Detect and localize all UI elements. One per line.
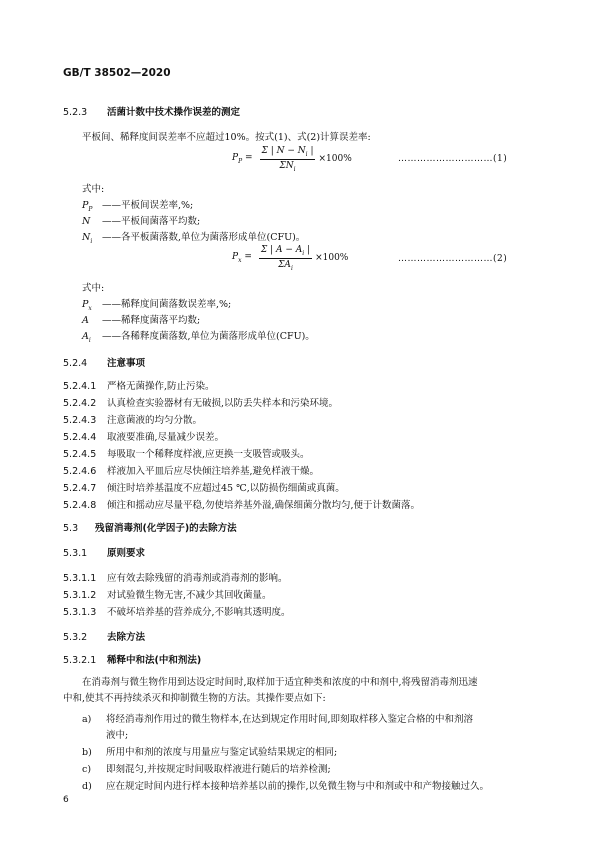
section-number: 5.2.3	[63, 107, 88, 118]
principle-item: 5.3.1.2 对试验微生物无害,不减少其回收菌量。	[63, 590, 272, 601]
variable-row: $P_P$ ——平板间误差率,%;	[82, 200, 194, 213]
document-header: GB/T 38502—2020	[63, 67, 171, 79]
variable-row: N ——平板间菌落平均数;	[82, 216, 201, 227]
section-title: 活菌计数中技术操作误差的测定	[107, 107, 241, 118]
formula-1-lhs: $P_P$ =	[232, 153, 253, 166]
variable-row: $P_x$ ——稀释度间菌落数误差率,%;	[82, 299, 232, 312]
where-label-2: 式中:	[82, 283, 105, 294]
note-item: 5.2.4.5 每吸取一个稀释度样液,应更换一支吸管或吸头。	[63, 449, 310, 460]
section-5-3-heading	[63, 520, 237, 534]
section-5-3-2-1-heading	[63, 652, 201, 666]
section-title: 残留消毒剂(化学因子)的去除方法	[95, 523, 237, 534]
note-item: 5.2.4.3 注意菌液的均匀分散。	[63, 415, 203, 426]
step-item: a) 将经消毒剂作用过的微生物样本,在达到规定作用时间,即刻取样移入鉴定合格的中和剂溶	[82, 714, 474, 725]
page-number: 6	[63, 795, 69, 805]
section-number: 5.3.2	[63, 632, 88, 643]
section-number: 5.3	[63, 523, 79, 534]
variable-row: A ——稀释度菌落平均数;	[82, 315, 201, 326]
section-title: 注意事项	[107, 358, 146, 369]
formula-1-number: …………………………(1)	[398, 154, 508, 164]
section-5-3-2-heading	[63, 629, 145, 643]
note-item: 5.2.4.4 取液要准确,尽量减少误差。	[63, 432, 225, 443]
note-item: 5.2.4.1 严格无菌操作,防止污染。	[63, 381, 215, 392]
formula-1-denominator: $\Sigma N_i$	[279, 160, 296, 173]
formula-2-number: …………………………(2)	[398, 254, 508, 264]
formula-2-fraction	[259, 245, 312, 272]
note-item: 5.2.4.8 倾注和摇动应尽量平稳,勿使培养基外溢,确保细菌分散均匀,便于计数菌落。	[63, 500, 421, 511]
section-5-3-1-heading	[63, 545, 145, 559]
section-number: 5.3.2.1	[63, 655, 97, 666]
principle-item: 5.3.1.1 应有效去除残留的消毒剂或消毒剂的影响。	[63, 573, 288, 584]
formula-2-lhs: $P_x$ =	[232, 252, 252, 265]
note-item: 5.2.4.6 样液加入平皿后应尽快倾注培养基,避免样液干燥。	[63, 466, 320, 477]
formula-1-tail: ×100%	[318, 154, 352, 165]
step-item: d) 应在规定时间内进行样本接种培养基以前的操作,以免微生物与中和剂或中和产物接触过久。	[82, 781, 490, 792]
formula-1-fraction	[260, 146, 316, 173]
step-item-continuation: 液中;	[106, 730, 129, 741]
note-item: 5.2.4.7 倾注时培养基温度不应超过45 ℃,以防损伤细菌或真菌。	[63, 483, 345, 494]
where-label-1: 式中:	[82, 184, 105, 195]
section-5-2-3-heading	[63, 104, 240, 118]
variable-row: $N_i$ ——各平板菌落数,单位为菌落形成单位(CFU)。	[82, 232, 306, 245]
method-paragraph-line-2: 中和,使其不再持续杀灭和抑制微生物的方法。其操作要点如下:	[63, 693, 326, 704]
formula-2-numerator: Σ | $A - A_i$ |	[260, 245, 311, 257]
formula-2-denominator: $\Sigma A_i$	[278, 259, 293, 272]
step-item: c) 即刻混匀,并按规定时间吸取样液进行随后的培养检测;	[82, 764, 331, 775]
section-title: 原则要求	[107, 548, 146, 559]
step-item: b) 所用中和剂的浓度与用量应与鉴定试验结果规定的相同;	[82, 747, 338, 758]
section-number: 5.2.4	[63, 358, 88, 369]
variable-row: $A_i$ ——各稀释度菌落数,单位为菌落形成单位(CFU)。	[82, 331, 315, 344]
formula-2-tail: ×100%	[315, 253, 349, 264]
principle-item: 5.3.1.3 不破坏培养基的营养成分,不影响其透明度。	[63, 607, 291, 618]
section-title: 稀释中和法(中和剂法)	[107, 655, 202, 666]
formula-1-numerator: Σ | $N - N_i$ |	[261, 146, 314, 158]
formula-2	[232, 245, 348, 272]
method-paragraph-line-1: 在消毒剂与微生物作用到达设定时间时,取样加于适宜种类和浓度的中和剂中,将残留消毒剂迅速	[82, 677, 478, 688]
intro-paragraph: 平板间、稀释度间误差率不应超过10%。按式(1)、式(2)计算误差率:	[82, 132, 371, 143]
note-item: 5.2.4.2 认真检查实验器材有无破损,以防丢失样本和污染环境。	[63, 398, 339, 409]
formula-1	[232, 146, 352, 173]
section-title: 去除方法	[107, 632, 146, 643]
section-number: 5.3.1	[63, 548, 88, 559]
section-5-2-4-heading	[63, 355, 145, 369]
